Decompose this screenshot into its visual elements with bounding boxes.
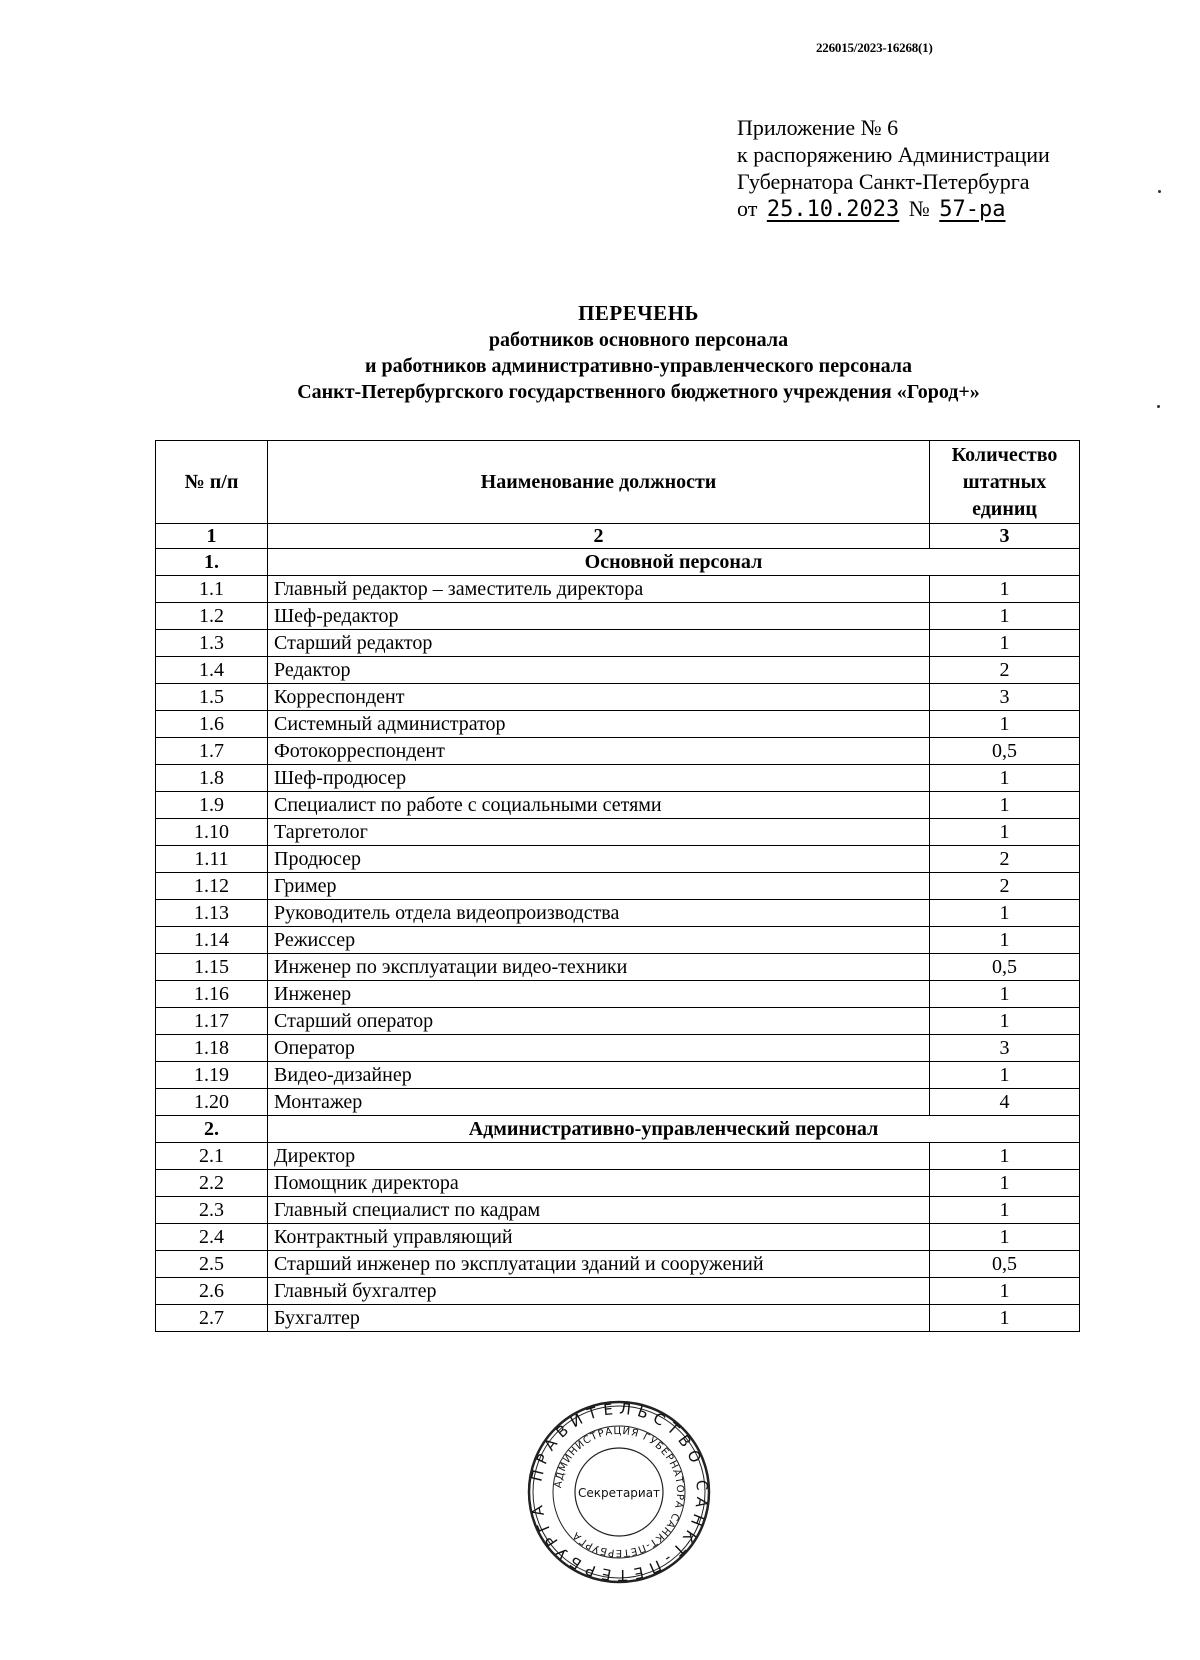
table-row [156,927,1080,954]
position-name: Фотокорреспондент [268,738,930,765]
row-number: 1.4 [156,657,268,684]
position-name: Шеф-редактор [268,603,930,630]
staff-quantity: 2 [930,873,1080,900]
table-row [156,1035,1080,1062]
stamp-outer-text: ПРАВИТЕЛЬСТВО САНКТ-ПЕТЕРБУРГА [527,1400,711,1584]
staff-quantity: 1 [930,981,1080,1008]
staff-quantity: 1 [930,819,1080,846]
staff-quantity: 4 [930,1089,1080,1116]
row-number: 1.16 [156,981,268,1008]
position-name: Редактор [268,657,930,684]
table-row [156,900,1080,927]
row-number: 1.6 [156,711,268,738]
position-name: Главный редактор – заместитель директора [268,576,930,603]
row-number: 1.7 [156,738,268,765]
section-number: 1. [156,549,268,576]
row-number: 1.8 [156,765,268,792]
staff-quantity: 0,5 [930,1251,1080,1278]
staff-table [155,440,1080,1332]
row-number: 1.19 [156,1062,268,1089]
date-prefix: от [737,196,758,221]
title-line-3: и работников административно-управленческого персонала [365,355,912,377]
staff-quantity: 1 [930,1062,1080,1089]
position-name: Контрактный управляющий [268,1224,930,1251]
stamp-inner-text: АДМИНИСТРАЦИЯ ГУБЕРНАТОРА САНКТ-ПЕТЕРБУРГА [553,1425,686,1559]
order-number: 57-ра [939,197,1006,222]
position-name: Режиссер [268,927,930,954]
staff-quantity: 1 [930,927,1080,954]
staff-quantity: 0,5 [930,738,1080,765]
header-qty: Количество штатных единиц [930,441,1080,524]
section-row [156,1116,1080,1143]
staff-quantity: 1 [930,1143,1080,1170]
row-number: 2.1 [156,1143,268,1170]
appendix-line-3: Губернатора Санкт-Петербурга [737,169,1030,194]
staff-quantity: 1 [930,900,1080,927]
table-row [156,630,1080,657]
table-row [156,1089,1080,1116]
staff-quantity: 1 [930,1305,1080,1332]
table-row [156,738,1080,765]
column-number: 2 [268,524,930,549]
section-number: 2. [156,1116,268,1143]
staff-quantity: 1 [930,1278,1080,1305]
appendix-line-2: к распоряжению Администрации [737,142,1050,167]
header-num: № п/п [156,441,268,524]
table-row [156,873,1080,900]
staff-quantity: 1 [930,576,1080,603]
stamp-center-text: Секретариат [577,1486,661,1500]
table-header-row [156,441,1080,524]
table-row [156,1008,1080,1035]
position-name: Системный администратор [268,711,930,738]
appendix-line-1: Приложение № 6 [737,115,899,140]
table-body [156,524,1080,1332]
staff-quantity: 1 [930,1008,1080,1035]
appendix-block [737,114,1050,223]
position-name: Старший инженер по эксплуатации зданий и сооружений [268,1251,930,1278]
order-date: 25.10.2023 [766,197,900,222]
row-number: 1.20 [156,1089,268,1116]
table-row [156,1170,1080,1197]
section-row [156,549,1080,576]
position-name: Видео-дизайнер [268,1062,930,1089]
table-row [156,1224,1080,1251]
position-name: Главный специалист по кадрам [268,1197,930,1224]
position-name: Бухгалтер [268,1305,930,1332]
position-name: Руководитель отдела видеопроизводства [268,900,930,927]
table-row [156,954,1080,981]
position-name: Корреспондент [268,684,930,711]
row-number: 2.3 [156,1197,268,1224]
position-name: Шеф-продюсер [268,765,930,792]
row-number: 1.13 [156,900,268,927]
position-name: Главный бухгалтер [268,1278,930,1305]
number-prefix: № [908,196,930,221]
staff-quantity: 3 [930,1035,1080,1062]
row-number: 2.5 [156,1251,268,1278]
row-number: 1.14 [156,927,268,954]
section-title: Основной персонал [268,549,1080,576]
staff-quantity: 1 [930,792,1080,819]
row-number: 1.11 [156,846,268,873]
row-number: 2.2 [156,1170,268,1197]
position-name: Инженер [268,981,930,1008]
staff-quantity: 1 [930,603,1080,630]
table-row [156,1278,1080,1305]
row-number: 2.7 [156,1305,268,1332]
table-row [156,1143,1080,1170]
position-name: Продюсер [268,846,930,873]
header-name: Наименование должности [268,441,930,524]
position-name: Гример [268,873,930,900]
staff-quantity: 3 [930,684,1080,711]
table-row [156,1062,1080,1089]
row-number: 1.15 [156,954,268,981]
staff-quantity: 1 [930,711,1080,738]
table-row [156,981,1080,1008]
document-title [0,300,1200,405]
position-name: Специалист по работе с социальными сетями [268,792,930,819]
row-number: 1.17 [156,1008,268,1035]
scan-speck [1158,190,1161,193]
staff-quantity: 2 [930,846,1080,873]
position-name: Старший оператор [268,1008,930,1035]
table-row [156,603,1080,630]
scan-speck [1157,405,1160,408]
table-row [156,1305,1080,1332]
table-row [156,711,1080,738]
position-name: Монтажер [268,1089,930,1116]
position-name: Старший редактор [268,630,930,657]
title-line-4: Санкт-Петербургского государственного бюджетного учреждения «Город+» [297,381,980,403]
position-name: Помощник директора [268,1170,930,1197]
table-row [156,657,1080,684]
table-row [156,576,1080,603]
row-number: 1.18 [156,1035,268,1062]
table-row [156,846,1080,873]
staff-quantity: 2 [930,657,1080,684]
section-title: Административно-управленческий персонал [268,1116,1080,1143]
column-number: 3 [930,524,1080,549]
row-number: 1.10 [156,819,268,846]
row-number: 1.12 [156,873,268,900]
title-main: ПЕРЕЧЕНЬ [578,301,699,325]
staff-quantity: 1 [930,1224,1080,1251]
position-name: Оператор [268,1035,930,1062]
position-name: Инженер по эксплуатации видео-техники [268,954,930,981]
table-row [156,819,1080,846]
row-number: 2.6 [156,1278,268,1305]
official-stamp [527,1400,711,1584]
table-row [156,765,1080,792]
table-row [156,684,1080,711]
staff-quantity: 1 [930,1197,1080,1224]
appendix-date-line [737,195,1050,223]
document-id: 226015/2023-16268(1) [816,40,933,55]
table-row [156,792,1080,819]
staff-quantity: 1 [930,630,1080,657]
position-name: Таргетолог [268,819,930,846]
staff-quantity: 0,5 [930,954,1080,981]
row-number: 1.1 [156,576,268,603]
row-number: 1.5 [156,684,268,711]
staff-quantity: 1 [930,1170,1080,1197]
position-name: Директор [268,1143,930,1170]
staff-quantity: 1 [930,765,1080,792]
table-row [156,1251,1080,1278]
column-number: 1 [156,524,268,549]
row-number: 1.2 [156,603,268,630]
title-line-2: работников основного персонала [488,329,789,351]
table-row [156,1197,1080,1224]
row-number: 2.4 [156,1224,268,1251]
column-numbers-row [156,524,1080,549]
row-number: 1.3 [156,630,268,657]
row-number: 1.9 [156,792,268,819]
